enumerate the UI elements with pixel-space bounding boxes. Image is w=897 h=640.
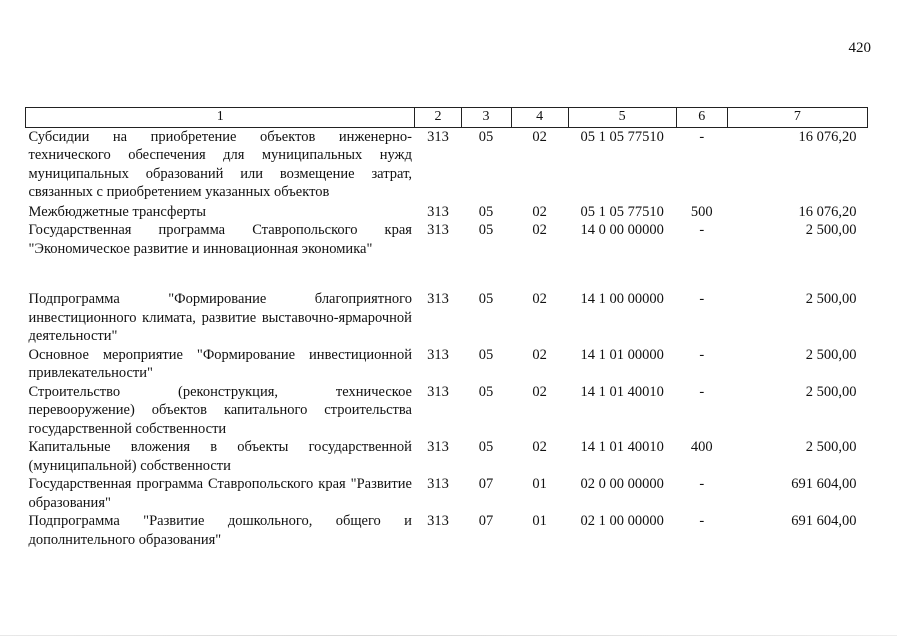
row-col-4: 02 [532,291,547,307]
row-col-2: 313 [427,439,449,455]
row-col-7: 691 604,00 [791,476,857,492]
row-name: Капитальные вложения в объекты государственной (муниципальной) собственности [28,439,412,474]
row-name: Государственная программа Ставропольского края "Развитие образования" [28,476,412,511]
row-col-3: 05 [478,291,494,307]
row-col-3: 05 [478,439,494,455]
row-col-7: 16 076,20 [798,128,857,145]
scan-edge-line [0,635,897,636]
table-row [26,127,868,203]
header-col-7: 7 [727,108,867,128]
row-col-5: 05 1 05 77510 [580,128,664,145]
row-col-6: 500 [690,203,713,220]
header-col-6: 6 [676,108,727,128]
row-col-2: 313 [427,346,449,363]
header-col-5: 5 [568,108,676,128]
row-name: Субсидии на приобретение объектов инженерно-технического обеспечения для муниципальных нужд муниципальных образований или возмещение затрат, связанных с приобретением указанных объектов [28,128,412,200]
row-col-5: 14 0 00 00000 [580,222,664,238]
row-col-3: 07 [478,513,494,529]
row-col-2: 313 [427,383,449,400]
row-col-6: - [699,383,705,400]
row-col-4: 02 [532,346,547,363]
row-col-7: 2 500,00 [805,291,857,307]
row-col-4: 02 [532,383,547,400]
header-col-2: 2 [415,108,461,128]
row-col-2: 313 [427,513,449,529]
row-col-5: 02 0 00 00000 [580,476,664,492]
row-col-5: 05 1 05 77510 [580,203,664,220]
table-row [26,512,868,549]
row-col-6: - [699,346,705,363]
page-number: 420 [848,40,871,56]
row-col-7: 2 500,00 [805,222,857,238]
row-name: Подпрограмма "Развитие дошкольного, общего и дополнительного образования" [28,513,412,548]
row-col-6: - [699,476,705,492]
row-col-7: 2 500,00 [805,346,857,363]
row-col-3: 05 [478,346,494,363]
row-name: Государственная программа Ставропольского края "Экономическое развитие и инновационная экономика" [28,222,412,257]
row-col-4: 02 [532,203,547,220]
row-col-4: 01 [532,513,547,529]
row-col-3: 07 [478,476,494,492]
row-col-7: 2 500,00 [805,439,857,455]
row-col-2: 313 [427,222,449,238]
row-col-3: 05 [478,383,494,400]
row-col-6: 400 [690,439,713,455]
row-col-5: 14 1 01 40010 [580,439,664,455]
row-col-2: 313 [427,476,449,492]
header-col-3: 3 [461,108,511,128]
row-col-4: 02 [532,439,547,455]
row-col-6: - [699,128,705,145]
header-col-1: 1 [26,108,415,128]
row-name: Основное мероприятие "Формирование инвестиционной привлекательности" [28,346,412,381]
table-header-row [26,108,868,128]
table-row [26,290,868,346]
table-row [26,221,868,290]
row-col-2: 313 [427,291,449,307]
row-col-5: 14 1 01 40010 [580,383,664,400]
table-row [26,438,868,475]
row-col-5: 14 1 01 00000 [580,346,664,363]
row-col-3: 05 [478,128,494,145]
row-col-3: 05 [478,222,494,238]
row-col-3: 05 [478,203,494,220]
row-name: Строительство (реконструкция, техническое перевооружение) объектов капитального строительства государственной собственности [28,383,412,437]
row-col-4: 02 [532,128,547,145]
row-col-6: - [699,513,705,529]
row-name: Подпрограмма "Формирование благоприятного инвестиционного климата, развитие выставочно-ярмарочной деятельности" [28,291,412,344]
row-col-7: 691 604,00 [791,513,857,529]
row-col-2: 313 [427,203,449,220]
table-row [26,346,868,383]
row-col-7: 16 076,20 [798,203,857,220]
table-row [26,203,868,222]
row-col-6: - [699,291,705,307]
row-col-4: 02 [532,222,547,238]
row-col-7: 2 500,00 [805,383,857,400]
row-name: Межбюджетные трансферты [28,203,207,220]
row-col-5: 14 1 00 00000 [580,291,664,307]
row-col-6: - [699,222,705,238]
table-row [26,475,868,512]
row-col-4: 01 [532,476,547,492]
header-col-4: 4 [511,108,568,128]
row-col-2: 313 [427,128,449,145]
table-row [26,383,868,439]
row-col-5: 02 1 00 00000 [580,513,664,529]
budget-table [25,107,868,549]
